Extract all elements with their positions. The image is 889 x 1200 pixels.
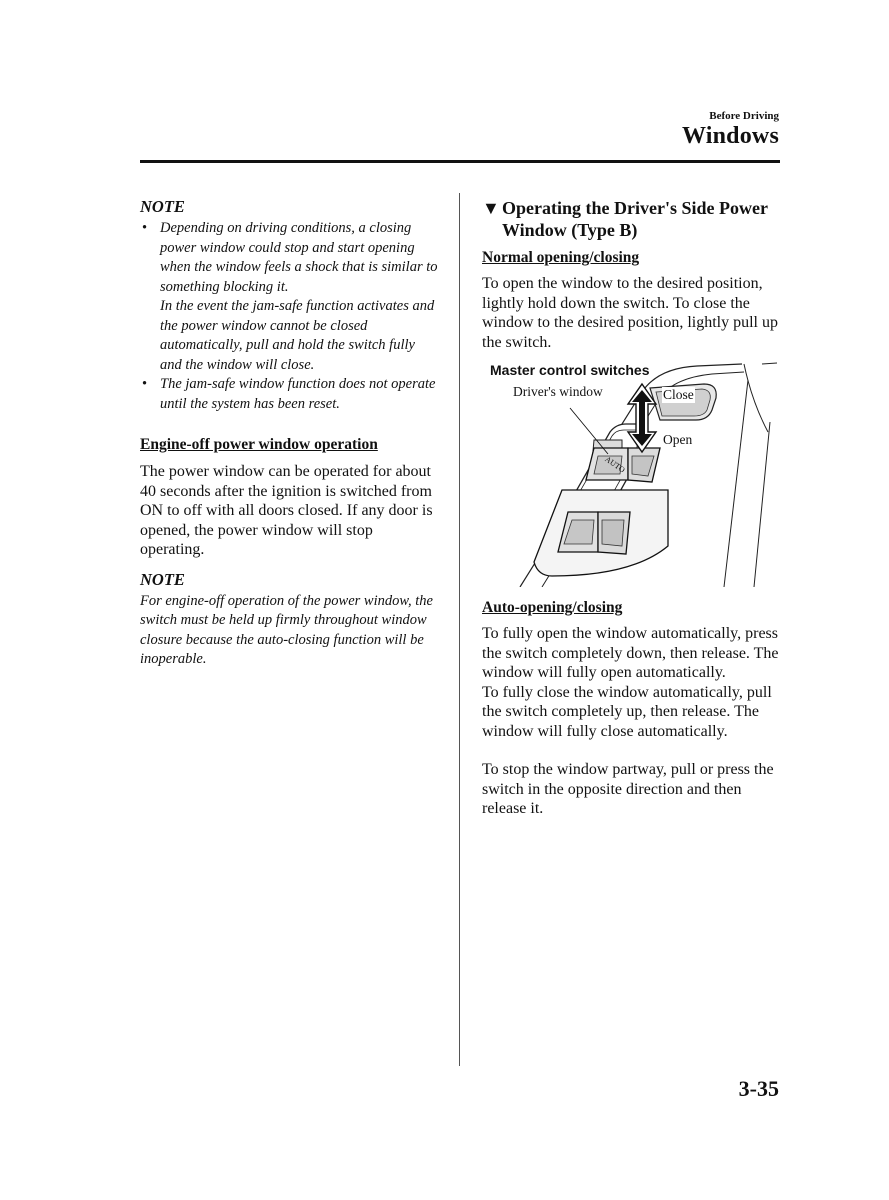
note-block-2 <box>140 570 440 670</box>
note-block-1 <box>140 197 440 414</box>
note-item <box>140 219 440 375</box>
note-title: NOTE <box>140 197 185 216</box>
left-column <box>140 197 440 670</box>
engine-off-heading: Engine-off power window operation <box>140 436 378 453</box>
auto-heading: Auto-opening/closing <box>482 599 623 616</box>
paragraph-spacer <box>482 741 782 760</box>
header-section-label: Before Driving <box>709 110 779 122</box>
right-column <box>482 197 782 819</box>
normal-heading: Normal opening/closing <box>482 249 640 266</box>
header-rule <box>140 160 780 163</box>
open-label: Open <box>663 432 693 447</box>
note-item-text: In the event the jam-safe function activates and the power window cannot be closed automatically, pull and hold the switch fully and the window will close. <box>160 298 435 373</box>
section-title-text: Operating the Driver's Side Power Window (Type B) <box>502 198 768 240</box>
engine-off-body: The power window can be operated for about 40 seconds after the ignition is switched from ON to off with all doors closed. If any door is opened, the power window will stop operating. <box>140 463 433 558</box>
close-label: Close <box>663 387 694 402</box>
section-title <box>482 197 782 241</box>
note-text: For engine-off operation of the power window, the switch must be held up firmly throughout window closure because the auto-closing function will be inoperable. <box>140 592 433 667</box>
note-title: NOTE <box>140 569 185 589</box>
normal-body: To open the window to the desired position, lightly hold down the switch. To close the window to the desired position, lightly pull up the switch. <box>482 275 778 351</box>
note-item-text: The jam-safe window function does not operate until the system has been reset. <box>160 376 436 412</box>
note-list <box>140 219 440 414</box>
auto-body-stop: To stop the window partway, pull or press the switch in the opposite direction and then release it. <box>482 761 774 817</box>
bullet-icon: • <box>142 376 148 392</box>
page-title: Windows <box>681 123 779 149</box>
note-item-text: Depending on driving conditions, a closing power window could stop and start opening when the window feels a shock that is similar to something blocking it. <box>160 220 438 295</box>
bullet-icon: • <box>142 220 148 236</box>
master-switch-label: Master control switches <box>490 362 650 378</box>
section-marker-icon: ▼ <box>482 198 500 218</box>
switch-figure <box>482 362 777 587</box>
auto-body-open: To fully open the window automatically, press the switch completely down, then release. The window will fully open automatically. <box>482 625 779 681</box>
auto-body-close: To fully close the window automatically, pull the switch completely up, then release. The window will fully close automatically. <box>482 683 772 740</box>
auto-label: AUTO <box>603 454 627 475</box>
drivers-window-label: Driver's window <box>513 384 603 399</box>
page-number: 3-35 <box>738 1076 779 1101</box>
column-divider <box>459 193 460 1066</box>
note-item <box>140 375 440 414</box>
